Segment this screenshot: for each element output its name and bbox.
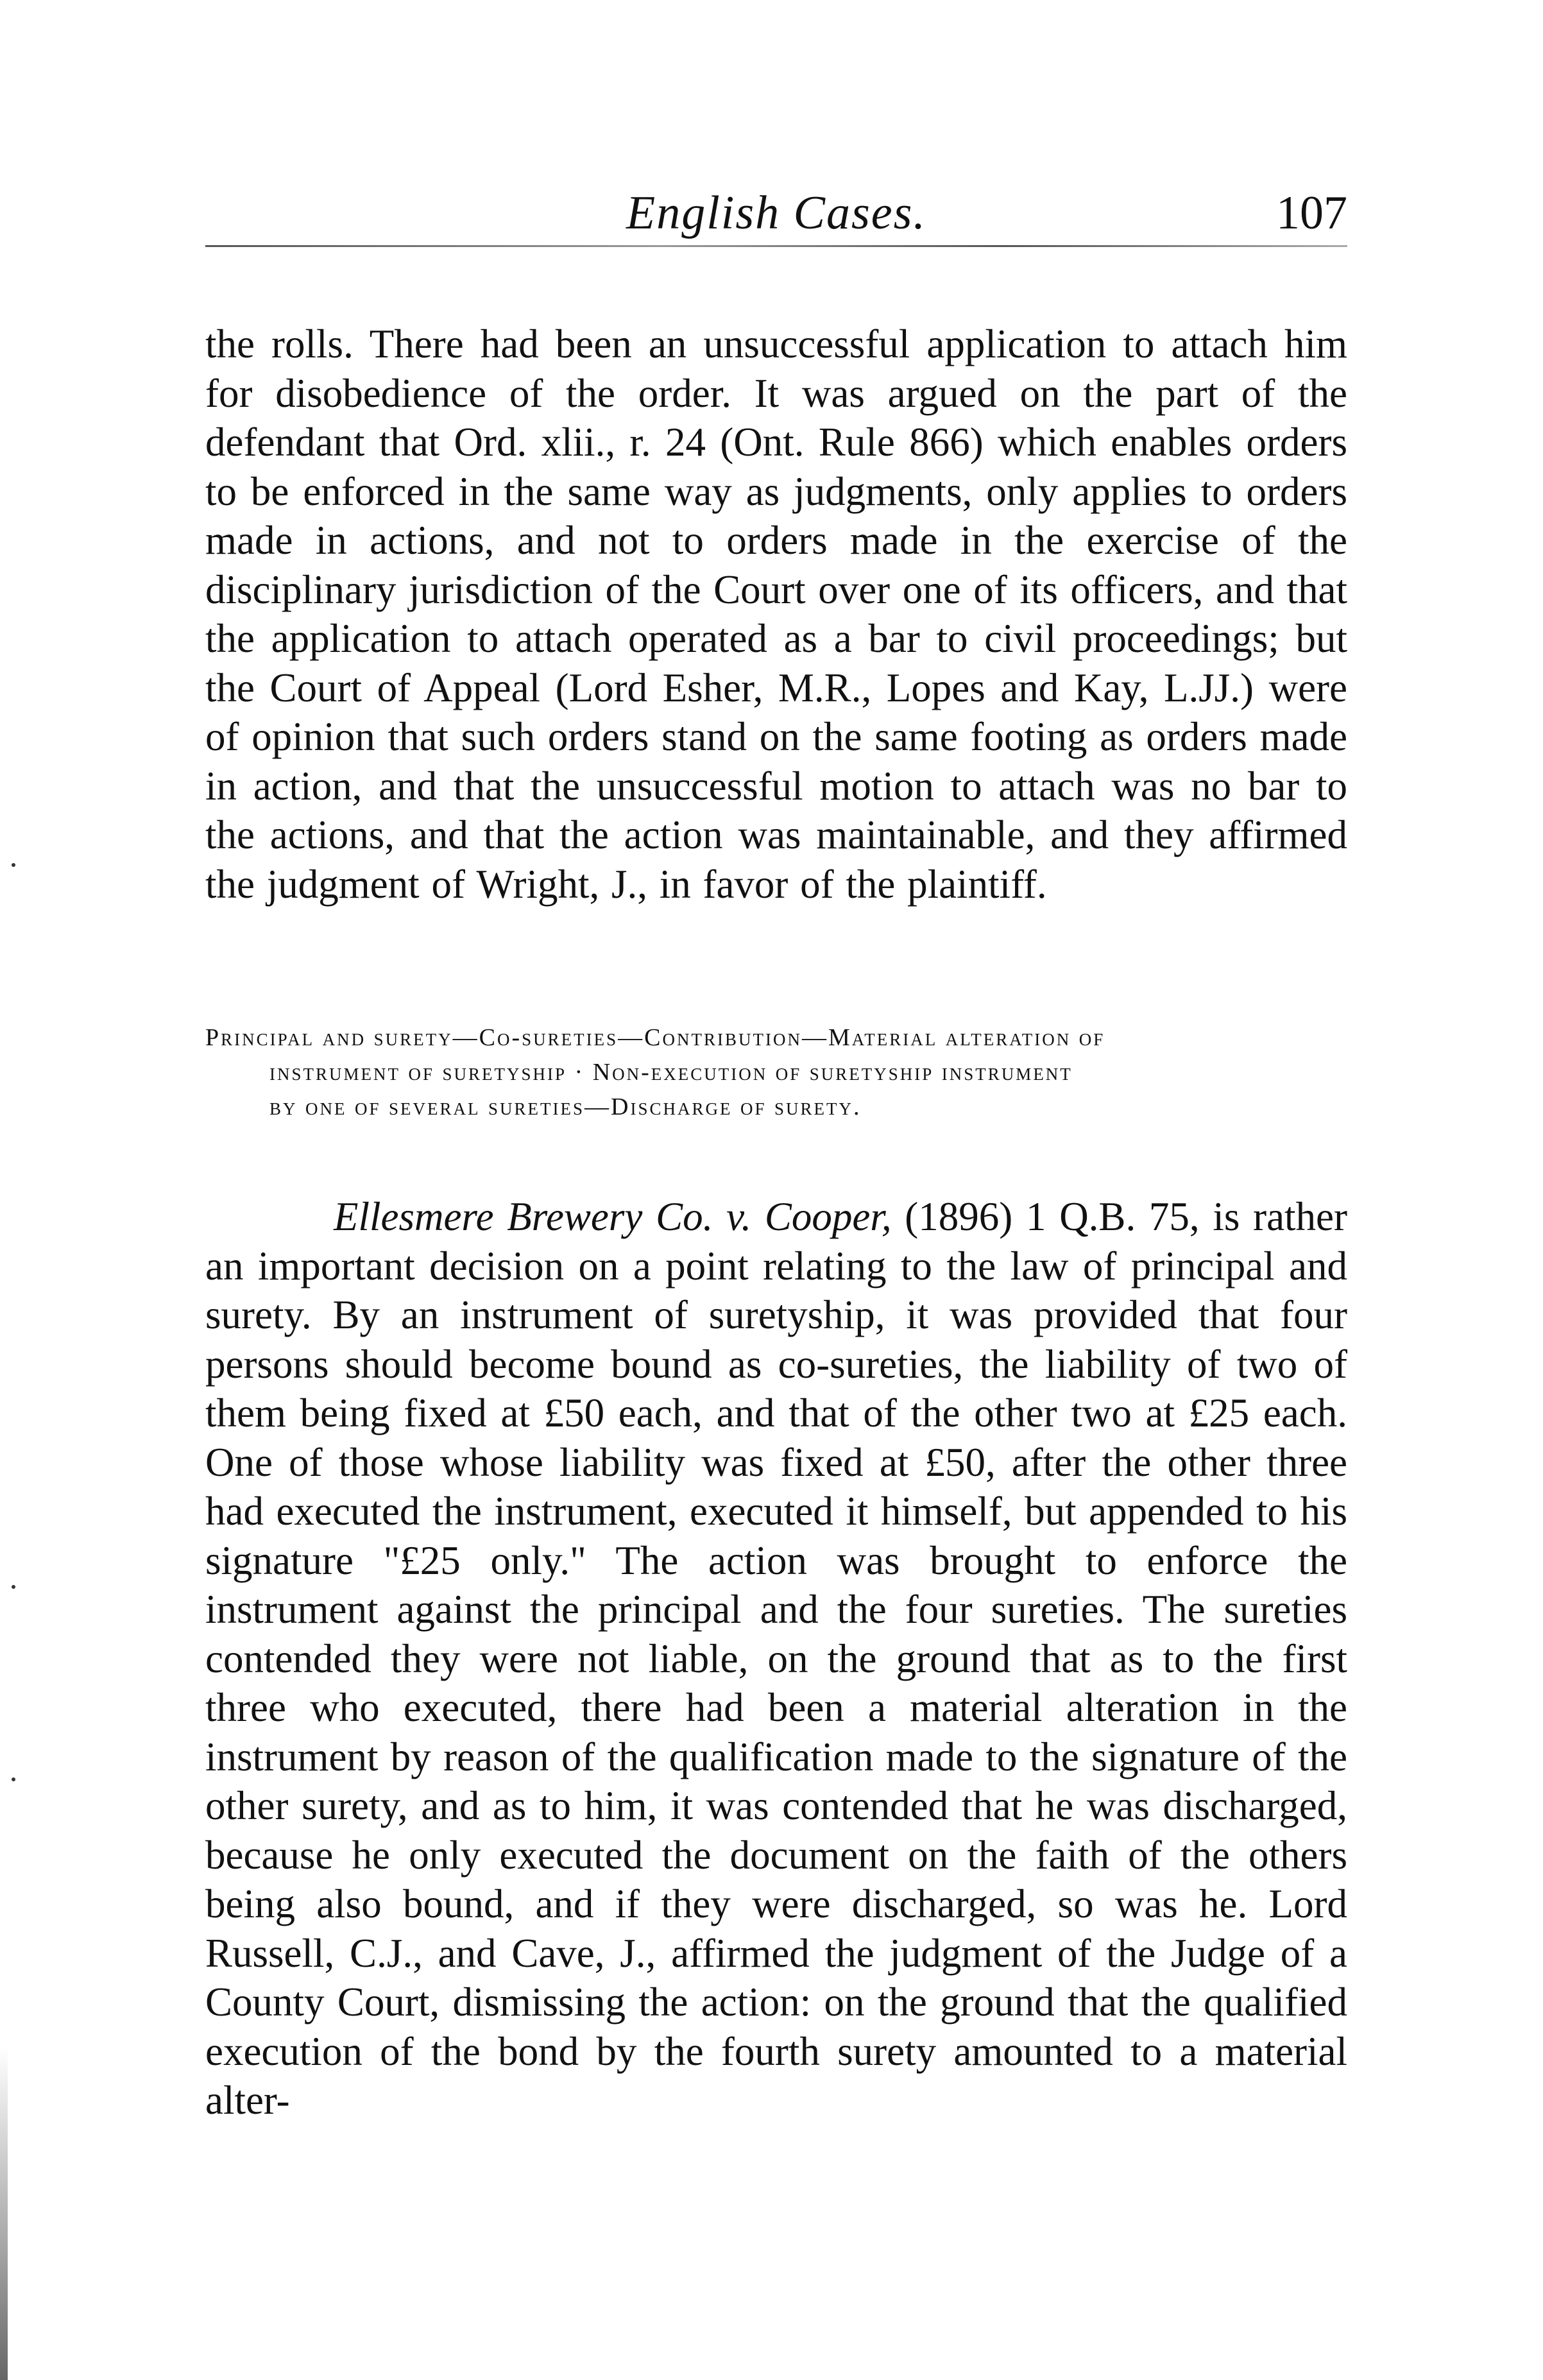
page-edge-shadow	[0, 2046, 8, 2380]
case-paragraph-text: (1896) 1 Q.B. 75, is rather an important decision on a point relating to the law of principal and surety. By an instrument of suretyship, it was provided that four persons should become bound as co-sureties, the liability of two of them being fixed at £50 each, and that of the other two at £25 each. One of those whose liability was fixed at £50, after the other three had executed the instrument, executed it himself, but appended to his signature "£25 only." The action was brought to enforce the instrument against the principal and the four sureties. The sureties contended they were not liable, on the ground that as to the first three who executed, there had been a material alteration in the instrument by reason of the qualification made to the signature of the other surety, and as to him, it was contended that he was discharged, because he only executed the document on the faith of the others being also bound, and if they were discharged, so was he. Lord Russell, C.J., and Cave, J., affirmed the judgment of the Judge of a County Court, dismissing the action: on the ground that the qualified execution of the bond by the fourth surety amounted to a material alter-	[205, 1194, 1348, 2123]
case-paragraph	[205, 1192, 1347, 2125]
header-rule	[205, 245, 1347, 247]
section-heading-line-3: by one of several sureties—Discharge of surety.	[269, 1093, 862, 1120]
section-heading	[205, 1020, 1347, 1124]
section-heading-line-1: Principal and surety—Co-sureties—Contribution—Material alteration of	[205, 1024, 1105, 1051]
running-head	[205, 186, 1347, 257]
running-title: English Cases.	[626, 187, 926, 239]
margin-mark	[12, 1777, 15, 1781]
case-name: Ellesmere Brewery Co. v. Cooper,	[334, 1194, 892, 1239]
section-heading-line-2: instrument of suretyship · Non-execution of suretyship instrument	[269, 1059, 1073, 1086]
margin-mark	[12, 863, 15, 867]
page-number: 107	[1276, 187, 1347, 239]
paragraph-continuation: the rolls. There had been an unsuccessful application to attach him for disobedience of the order. It was argued on the part of the defendant that Ord. xlii., r. 24 (Ont. Rule 866) which enables orders to be enforced in the same way as judgments, only applies to orders made in actions, and not to orders made in the exercise of the disciplinary jurisdiction of the Court over one of its officers, and that the application to attach operated as a bar to civil proceedings; but the Court of Appeal (Lord Esher, M.R., Lopes and Kay, L.JJ.) were of opinion that such orders stand on the same footing as orders made in action, and that the unsuccessful motion to attach was no bar to the actions, and that the action was maintainable, and they affirmed the judgment of Wright, J., in favor of the plaintiff.	[205, 321, 1347, 907]
margin-mark	[12, 1585, 15, 1589]
